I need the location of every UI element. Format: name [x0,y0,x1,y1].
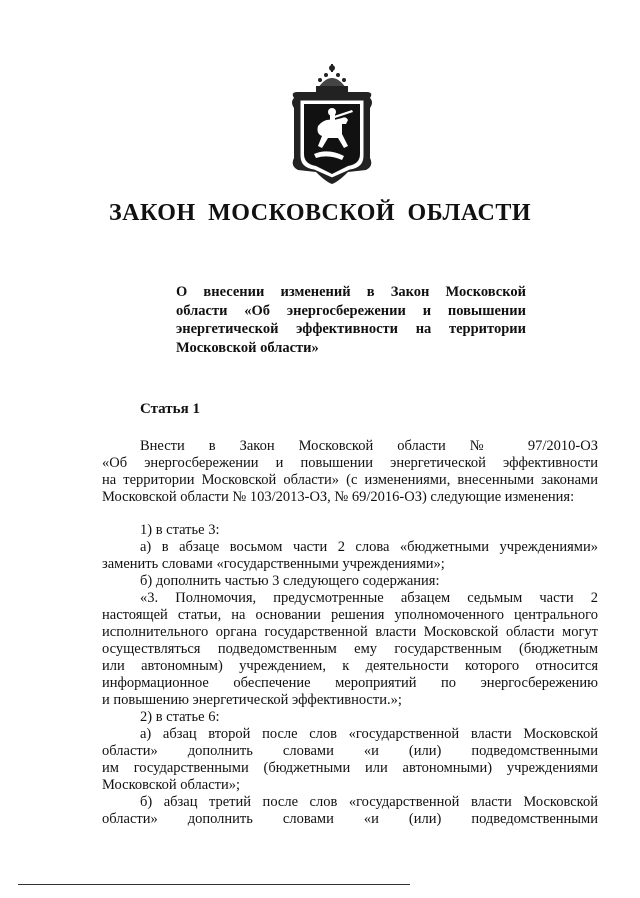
moscow-oblast-emblem-icon [288,62,376,186]
change-line: им государственными (бюджетными или автономными) учреждениями [102,760,598,776]
change-line: Московской области»; [102,777,241,793]
change-line: и повышению энергетической эффективности.»; [102,692,402,708]
law-subject [176,283,526,357]
subject-line: области «Об энергосбережении и повышении [176,302,526,319]
change-line: заменить словами «государственными учреждениями»; [102,556,445,572]
coat-of-arms-emblem [288,62,376,186]
change-line: настоящей статьи, на основании решения уполномоченного центрального [102,607,598,623]
change-line: 2) в статье 6: [140,709,220,725]
intro-line: «Об энергосбережении и повышении энергетической эффективности [102,455,598,471]
change-line: информационное обеспечение мероприятий по энергосбережению [102,675,598,691]
subject-line: Московской области» [176,339,319,356]
intro-line: Внести в Закон Московской области № 97/2010-ОЗ [140,438,598,454]
intro-line: Московской области № 103/2013-ОЗ, № 69/2016-ОЗ) следующие изменения: [102,489,575,505]
subject-line: О внесении изменений в Закон Московской [176,284,526,300]
change-line: «3. Полномочия, предусмотренные абзацем седьмым части 2 [140,590,598,606]
change-line: исполнительного органа государственной власти Московской области могут [102,624,598,640]
change-line: осуществляться подведомственным ему государственным (бюджетным [102,641,598,657]
article-heading: Статья 1 [140,401,200,417]
change-line: 1) в статье 3: [140,522,220,538]
change-line: или автономным) учреждением, к деятельности которого относится [102,658,598,674]
article-intro [102,438,598,506]
intro-line: на территории Московской области» (с изменениями, внесенными законами [102,472,598,488]
law-title: ЗАКОН МОСКОВСКОЙ ОБЛАСТИ [108,200,531,226]
change-line: б) абзац третий после слов «государственной власти Московской [140,794,598,810]
subject-line: энергетической эффективности на территории [176,321,526,337]
change-line: а) в абзаце восьмом части 2 слова «бюджетными учреждениями» [140,539,598,555]
change-line: а) абзац второй после слов «государственной власти Московской [140,726,598,742]
change-line: б) дополнить частью 3 следующего содержания: [140,573,440,589]
footnote-separator [18,884,410,885]
change-line: области» дополнить словами «и (или) подведомственными [102,811,598,827]
change-line: области» дополнить словами «и (или) подведомственными [102,743,598,759]
article-changes [102,522,598,828]
